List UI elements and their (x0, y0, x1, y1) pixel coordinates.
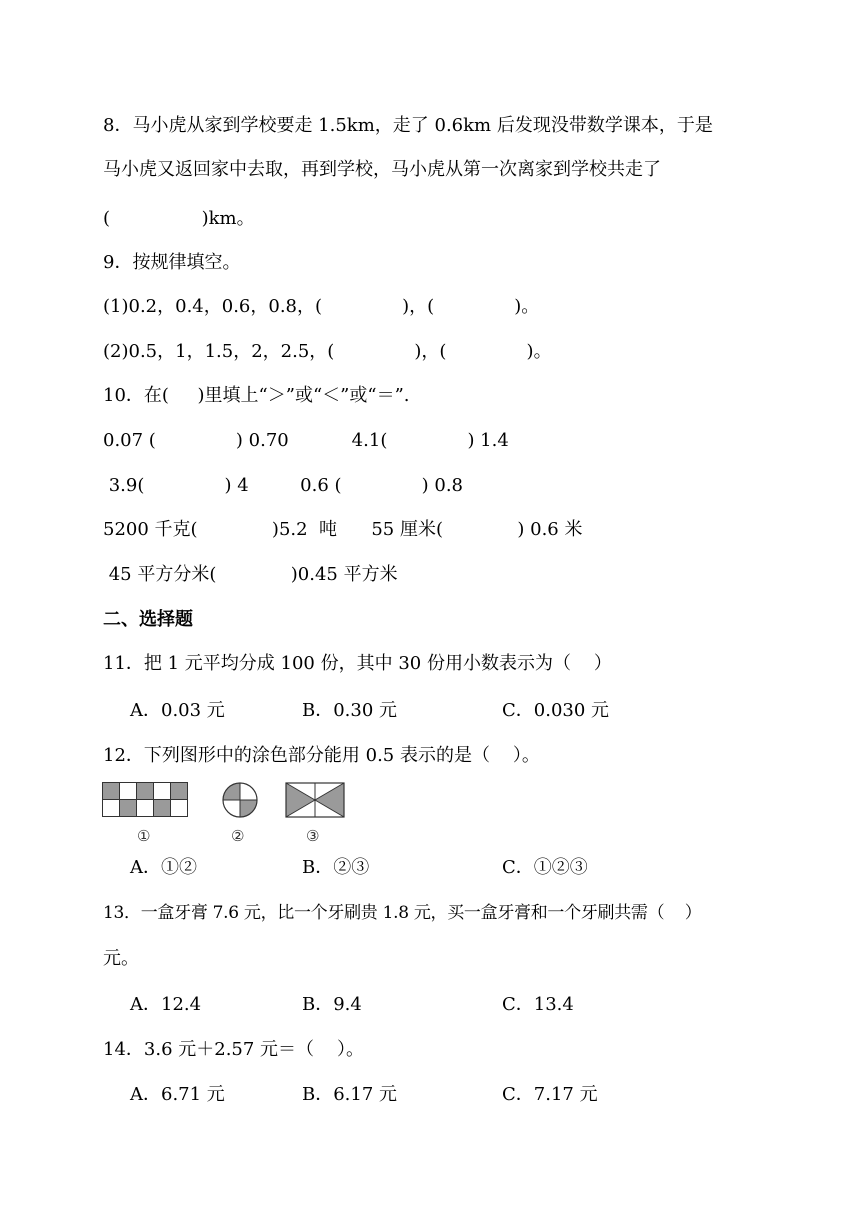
q14-option-c: C．7.17 元 (502, 1084, 598, 1105)
q12-option-c: C．①②③ (502, 857, 588, 878)
q10-title: 10．在( )里填上“＞”或“＜”或“＝”. (103, 385, 410, 406)
q9-title: 9．按规律填空。 (103, 252, 241, 273)
q13-option-c: C．13.4 (502, 994, 574, 1015)
q9-part-2: (2)0.5，1，1.5，2，2.5，( )，( )。 (103, 341, 552, 362)
q8-line-3: ( )km。 (103, 208, 255, 229)
q11-option-c: C．0.030 元 (502, 700, 610, 721)
q11-option-b: B．0.30 元 (302, 700, 398, 721)
q12-option-a: A．①② (130, 857, 197, 878)
q13-option-b: B．9.4 (302, 994, 362, 1015)
q10-row-1: 0.07 ( ) 0.70 4.1( ) 1.4 (103, 430, 509, 451)
q11-stem: 11．把 1 元平均分成 100 份，其中 30 份用小数表示为（ ） (103, 653, 612, 674)
q14-option-a: A．6.71 元 (130, 1084, 225, 1105)
q8-line-2: 马小虎又返回家中去取，再到学校，马小虎从第一次离家到学校共走了 (103, 159, 661, 180)
q11-option-a: A．0.03 元 (130, 700, 225, 721)
q10-row-3: 5200 千克( )5.2 吨 55 厘米( ) 0.6 米 (103, 519, 583, 540)
figure-label-2: ② (231, 827, 245, 845)
section-heading: 二、选择题 (103, 609, 193, 630)
q12-option-b: B．②③ (302, 857, 370, 878)
q13-option-a: A．12.4 (130, 994, 202, 1015)
q13-line-2: 元。 (103, 948, 139, 969)
q10-row-4: 45 平方分米( )0.45 平方米 (103, 564, 398, 585)
q8-line-1: 8．马小虎从家到学校要走 1.5km，走了 0.6km 后发现没带数学课本，于是 (103, 115, 713, 136)
q14-option-b: B．6.17 元 (302, 1084, 398, 1105)
rectangle-figure (285, 782, 345, 818)
q10-row-2: 3.9( ) 4 0.6 ( ) 0.8 (103, 475, 464, 496)
q14-stem: 14．3.6 元＋2.57 元＝（ ）。 (103, 1039, 364, 1060)
grid-figure (102, 782, 190, 818)
circle-figure (221, 781, 259, 819)
q9-part-1: (1)0.2，0.4，0.6，0.8，( )，( )。 (103, 296, 540, 317)
q12-stem: 12．下列图形中的涂色部分能用 0.5 表示的是（ ）。 (103, 745, 540, 766)
figure-label-1: ① (137, 827, 151, 845)
figure-label-3: ③ (306, 827, 320, 845)
q13-line-1: 13．一盒牙膏 7.6 元，比一个牙刷贵 1.8 元，买一盒牙膏和一个牙刷共需（ ） (103, 903, 702, 923)
